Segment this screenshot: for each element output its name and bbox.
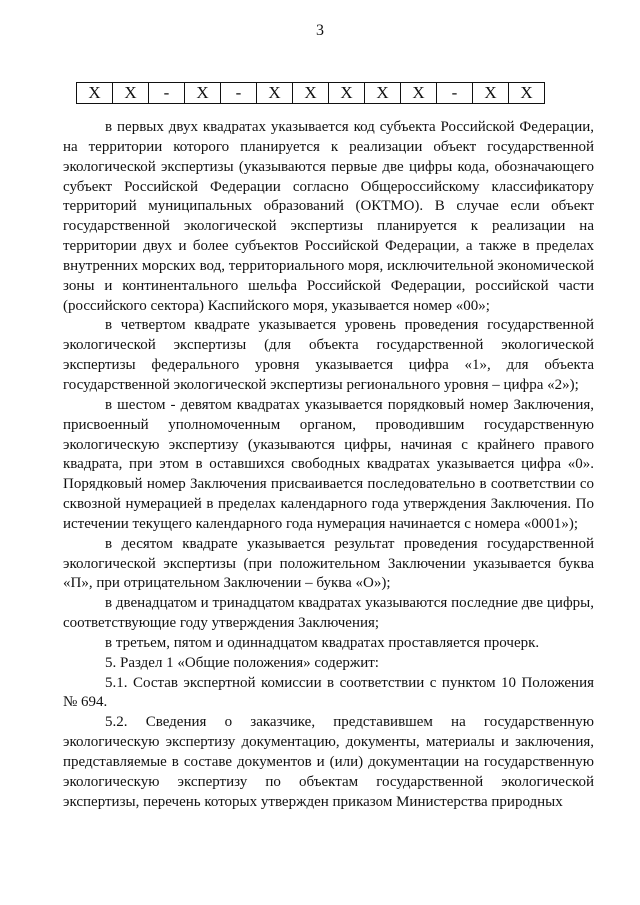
code-cell: Х bbox=[473, 83, 509, 104]
code-format-table bbox=[76, 82, 545, 104]
paragraph: в двенадцатом и тринадцатом квадратах указываются последние две цифры, соответствующие году утверждения Заключения; bbox=[63, 595, 594, 632]
code-cell: Х bbox=[113, 83, 149, 104]
page-number: 3 bbox=[316, 22, 324, 39]
body-text bbox=[63, 118, 594, 813]
code-cell: Х bbox=[329, 83, 365, 104]
code-cell: Х bbox=[185, 83, 221, 104]
paragraph: в первых двух квадратах указывается код субъекта Российской Федерации, на территории которого планируется к реализации объект государственной экологической экспертизы (указываются первые две цифры кода, обозначающего субъект Российской Федерации согласно Общероссийскому классификатору территорий муниципальных образований (ОКТМО). В случае если объект государственной экологической экспертизы планируется к реализации на территории двух и более субъектов Российской Федерации, а также в пределах внутренних морских вод, территориального моря, исключительной экономической зоны и континентального шельфа Российской Федерации, российской части (российского сектора) Каспийского моря, указывается номер «00»; bbox=[63, 119, 594, 314]
paragraph: 5.2. Сведения о заказчике, представившем на государственную экологическую экспертизу документацию, документы, материалы и заключения, представляемые в составе документов и (или) документации на государственную экологическую экспертизу по объектам государственной экологической экспертизы, перечень которых утвержден приказом Министерства природных bbox=[63, 714, 594, 810]
code-cell: Х bbox=[77, 83, 113, 104]
paragraph: 5.1. Состав экспертной комиссии в соответствии с пунктом 10 Положения № 694. bbox=[63, 674, 594, 711]
code-cell: - bbox=[437, 83, 473, 104]
code-cell: Х bbox=[293, 83, 329, 104]
paragraph: в четвертом квадрате указывается уровень проведения государственной экологической экспертизы (для объекта государственной экологической экспертизы федерального уровня указывается цифра «1», для объекта государственной экологической экспертизы регионального уровня – цифра «2»); bbox=[63, 317, 594, 393]
code-cell: - bbox=[149, 83, 185, 104]
paragraph: в десятом квадрате указывается результат проведения государственной экологической экспертизы (при положительном Заключении указывается буква «П», при отрицательном Заключении – буква «О»); bbox=[63, 535, 594, 592]
code-cell: Х bbox=[365, 83, 401, 104]
code-cell: Х bbox=[401, 83, 437, 104]
paragraph: в шестом - девятом квадратах указывается порядковый номер Заключения, присвоенный уполномоченным органом, проводившим государственную экологическую экспертизу (указываются цифры, начиная с крайнего правого квадрата, при этом в оставшихся свободных квадратах указывается цифра «0». Порядковый номер Заключения присваивается последовательно в соответствии со сквозной нумерацией в пределах календарного года утверждения Заключения. По истечении текущего календарного года нумерация начинается с номера «0001»); bbox=[63, 396, 594, 532]
paragraph: 5. Раздел 1 «Общие положения» содержит: bbox=[105, 654, 379, 671]
code-cell: - bbox=[221, 83, 257, 104]
code-cell: Х bbox=[257, 83, 293, 104]
paragraph: в третьем, пятом и одиннадцатом квадратах проставляется прочерк. bbox=[105, 634, 540, 651]
code-cell: Х bbox=[509, 83, 545, 104]
